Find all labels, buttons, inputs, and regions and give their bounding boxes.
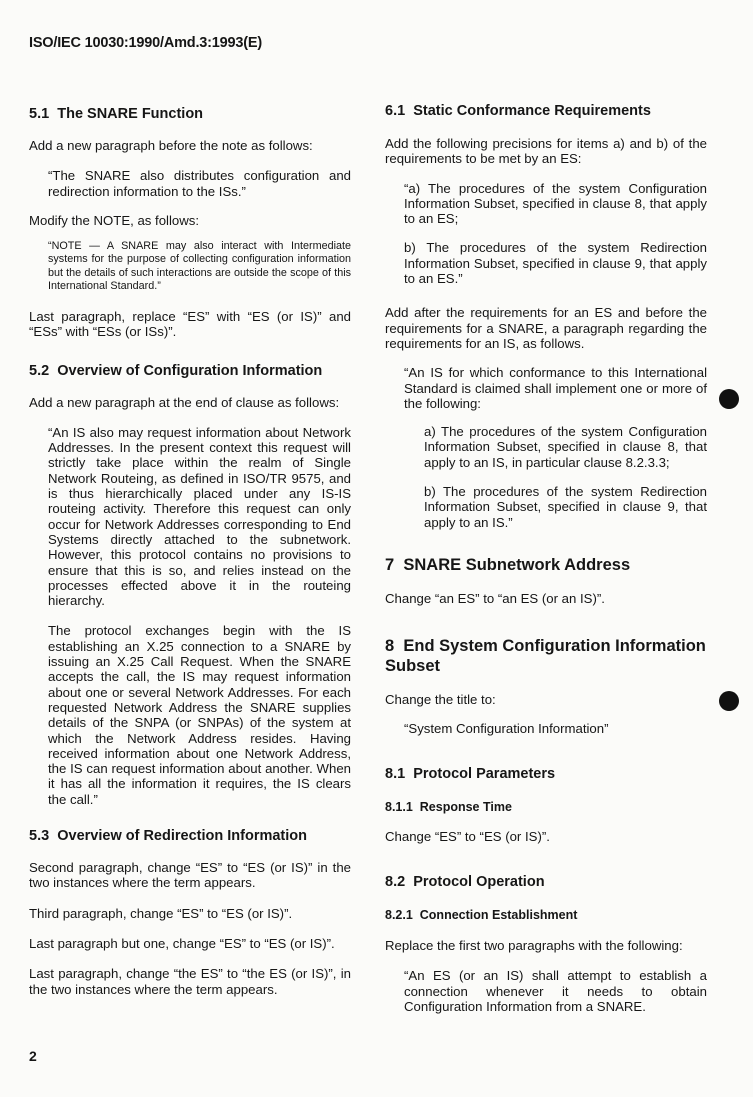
paragraph: Add the following precisions for items a) and b) of the requirements to be met by an ES: — [385, 136, 707, 167]
quoted-item-a: a) The procedures of the system Configuration Information Subset, specified in clause 8, that apply to an IS, in particular clause 8.2.3.3; — [424, 424, 707, 470]
paragraph: Last paragraph, change “the ES” to “the ES (or IS)”, in the two instances where the term appears. — [29, 966, 351, 997]
section-8-1-1-heading: 8.1.1 Response Time — [385, 799, 512, 814]
left-column — [29, 96, 351, 997]
paragraph: Replace the first two paragraphs with the following: — [385, 938, 683, 954]
section-6-1-heading: 6.1 Static Conformance Requirements — [385, 103, 651, 119]
paragraph: Second paragraph, change “ES” to “ES (or IS)” in the two instances where the term appears. — [29, 860, 351, 891]
change-marker-dot — [719, 389, 739, 409]
page-number: 2 — [29, 1048, 37, 1064]
paragraph: Last paragraph, replace “ES” with “ES (or IS)” and “ESs” with “ESs (or ISs)”. — [29, 309, 351, 340]
section-8-1-heading: 8.1 Protocol Parameters — [385, 765, 556, 782]
change-marker-dot — [719, 691, 739, 711]
paragraph: Modify the NOTE, as follows: — [29, 212, 200, 228]
section-8-2-heading: 8.2 Protocol Operation — [385, 874, 545, 891]
paragraph: Add a new paragraph before the note as follows: — [29, 138, 313, 153]
section-5-1-heading: 5.1 The SNARE Function — [29, 106, 204, 122]
paragraph: Add after the requirements for an ES and before the requirements for a SNARE, a paragraph regarding the requirements for an IS, as follows. — [385, 305, 707, 351]
paragraph: Change the title to: — [385, 692, 496, 708]
quoted-item-b: b) The procedures of the system Redirection Information Subset, specified in clause 9, that apply to an IS.” — [424, 484, 707, 530]
quoted-paragraph: “The SNARE also distributes configuration and redirection information to the ISs.” — [48, 168, 351, 199]
section-5-2-heading: 5.2 Overview of Configuration Information — [29, 362, 323, 379]
paragraph: Add a new paragraph at the end of clause as follows: — [29, 394, 340, 410]
quoted-paragraph: The protocol exchanges begin with the IS establishing an X.25 connection to a SNARE by issuing an X.25 Call Request. When the SNARE accepts the call, the IS may request information about one or several Network Addresses. For each requested Network Address the SNARE supplies details of the SNPA (or SNPAs) of the system at which the Network Address resides. Having received information about one Network Address, the IS can request information about another. When it has all the information it requires, the IS clears the call.” — [48, 623, 351, 807]
quoted-paragraph: “An ES (or an IS) shall attempt to establish a connection whenever it needs to obtain Configuration Information from a SNARE. — [404, 968, 707, 1015]
paragraph: Change “an ES” to “an ES (or an IS)”. — [385, 590, 605, 606]
quoted-item-b: b) The procedures of the system Redirection Information Subset, specified in clause 9, that apply to an ES.” — [404, 240, 707, 287]
note-paragraph: “NOTE — A SNARE may also interact with Intermediate systems for the purpose of collecting configuration information but the details of such interactions are outside the scope of this International Standard.” — [48, 240, 351, 292]
paragraph: Change “ES” to “ES (or IS)”. — [385, 828, 550, 844]
quoted-paragraph: “An IS also may request information about Network Addresses. In the present context this request will strictly take place within the realm of Single Network Routeing, as defined in ISO/TR 9575, and is thus hierarchically placed under any IS-IS routeing activity. Therefore this request can only occur for Network Addresses corresponding to End Systems directly attached to the subnetwork. However, this protocol contains no provisions to ensure that this is so, and relies instead on the processes effected above it in the routeing hierarchy. — [48, 424, 351, 609]
quoted-paragraph: “An IS for which conformance to this International Standard is claimed shall implement one or more of the following: — [404, 365, 707, 411]
section-8-heading: 8 End System Configuration Information Subset — [385, 637, 706, 676]
document-header: ISO/IEC 10030:1990/Amd.3:1993(E) — [29, 35, 262, 51]
quoted-item-a: “a) The procedures of the system Configuration Information Subset, specified in clause 8, that apply to an ES; — [404, 180, 707, 227]
section-7-heading: 7 SNARE Subnetwork Address — [385, 555, 631, 574]
paragraph: Last paragraph but one, change “ES” to “ES (or IS)”. — [29, 935, 335, 951]
quoted-paragraph: “System Configuration Information” — [404, 720, 609, 736]
paragraph: Third paragraph, change “ES” to “ES (or IS)”. — [29, 905, 293, 921]
section-5-3-heading: 5.3 Overview of Redirection Information — [29, 828, 307, 845]
right-column — [385, 96, 707, 1014]
section-8-2-1-heading: 8.2.1 Connection Establishment — [385, 908, 578, 923]
